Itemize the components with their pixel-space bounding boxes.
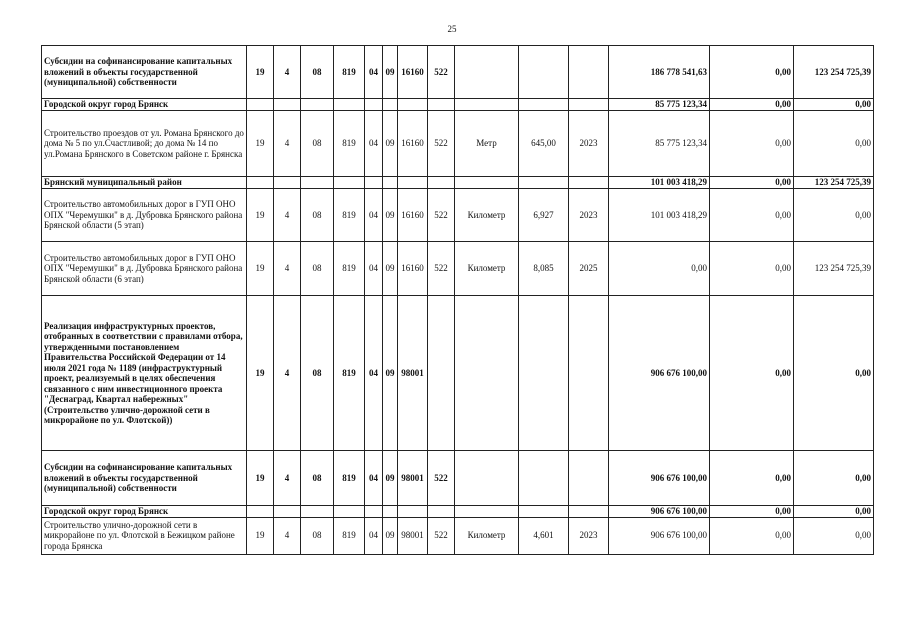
om-cell: 08	[301, 242, 334, 296]
capacity-cell: 4,601	[519, 517, 569, 554]
sum1-cell: 85 775 123,34	[609, 99, 710, 111]
gp-cell: 19	[247, 242, 274, 296]
pr-cell: 09	[383, 517, 398, 554]
table-row	[42, 46, 874, 99]
table-row	[42, 451, 874, 506]
vr-cell	[428, 296, 455, 451]
pr-cell	[383, 506, 398, 518]
sum3-cell: 123 254 725,39	[794, 46, 874, 99]
row-name: Брянский муниципальный район	[42, 177, 247, 189]
gp-cell	[247, 506, 274, 518]
capacity-cell	[519, 506, 569, 518]
pp-cell	[274, 177, 301, 189]
cs-cell	[398, 506, 428, 518]
pp-cell: 4	[274, 296, 301, 451]
row-name: Субсидии на софинансирование капитальных вложений в объекты государственной (муниципальной) собственности	[42, 46, 247, 99]
cs-cell	[398, 177, 428, 189]
table-row	[42, 296, 874, 451]
cs-cell: 16160	[398, 46, 428, 99]
gr-cell: 819	[334, 189, 365, 242]
unit-cell	[455, 296, 519, 451]
sum2-cell: 0,00	[710, 242, 794, 296]
sum3-cell: 0,00	[794, 99, 874, 111]
unit-cell	[455, 46, 519, 99]
table-row	[42, 506, 874, 518]
om-cell: 08	[301, 296, 334, 451]
cs-cell: 98001	[398, 451, 428, 506]
year-cell	[569, 451, 609, 506]
rz-cell	[365, 99, 383, 111]
gr-cell: 819	[334, 451, 365, 506]
sum3-cell: 0,00	[794, 296, 874, 451]
unit-cell	[455, 506, 519, 518]
cs-cell: 98001	[398, 517, 428, 554]
year-cell	[569, 506, 609, 518]
unit-cell: Метр	[455, 111, 519, 177]
om-cell	[301, 177, 334, 189]
om-cell: 08	[301, 517, 334, 554]
year-cell	[569, 177, 609, 189]
pr-cell: 09	[383, 111, 398, 177]
year-cell: 2023	[569, 189, 609, 242]
vr-cell: 522	[428, 242, 455, 296]
vr-cell: 522	[428, 451, 455, 506]
unit-cell: Километр	[455, 242, 519, 296]
sum1-cell: 186 778 541,63	[609, 46, 710, 99]
cs-cell: 16160	[398, 242, 428, 296]
vr-cell	[428, 177, 455, 189]
gr-cell	[334, 99, 365, 111]
om-cell: 08	[301, 111, 334, 177]
gr-cell	[334, 177, 365, 189]
vr-cell	[428, 99, 455, 111]
row-name: Строительство улично-дорожной сети в микрорайоне по ул. Флотской в Бежицком районе города Брянска	[42, 517, 247, 554]
sum1-cell: 85 775 123,34	[609, 111, 710, 177]
table-row	[42, 177, 874, 189]
om-cell	[301, 99, 334, 111]
capacity-cell	[519, 451, 569, 506]
table-row	[42, 242, 874, 296]
sum2-cell: 0,00	[710, 517, 794, 554]
vr-cell: 522	[428, 111, 455, 177]
sum1-cell: 906 676 100,00	[609, 296, 710, 451]
vr-cell: 522	[428, 189, 455, 242]
sum3-cell: 123 254 725,39	[794, 177, 874, 189]
sum3-cell: 0,00	[794, 451, 874, 506]
pp-cell: 4	[274, 111, 301, 177]
row-name: Реализация инфраструктурных проектов, отобранных в соответствии с правилами отбора, утвержденными постановлением Правительства Российской Федерации от 14 июля 2021 года № 1189 (инфраструктурный проект, реализуемый в целях обеспечения связанного с ним инвестиционного проекта "Деснаград, Квартал набережных" (Строительство улично-дорожной сети в микрорайоне по ул. Флотской))	[42, 296, 247, 451]
om-cell: 08	[301, 189, 334, 242]
pp-cell	[274, 506, 301, 518]
capacity-cell: 8,085	[519, 242, 569, 296]
row-name: Строительство автомобильных дорог в ГУП ОНО ОПХ "Черемушки" в д. Дубровка Брянского района Брянской области (5 этап)	[42, 189, 247, 242]
capacity-cell: 6,927	[519, 189, 569, 242]
pp-cell: 4	[274, 189, 301, 242]
sum3-cell: 0,00	[794, 506, 874, 518]
sum2-cell: 0,00	[710, 46, 794, 99]
sum2-cell: 0,00	[710, 189, 794, 242]
pr-cell: 09	[383, 189, 398, 242]
gr-cell: 819	[334, 46, 365, 99]
capacity-cell	[519, 46, 569, 99]
year-cell: 2023	[569, 111, 609, 177]
row-name: Городской округ город Брянск	[42, 99, 247, 111]
rz-cell: 04	[365, 111, 383, 177]
om-cell	[301, 506, 334, 518]
pr-cell: 09	[383, 451, 398, 506]
gr-cell: 819	[334, 242, 365, 296]
row-name: Строительство автомобильных дорог в ГУП ОНО ОПХ "Черемушки" в д. Дубровка Брянского района Брянской области (6 этап)	[42, 242, 247, 296]
budget-table	[41, 45, 874, 555]
year-cell	[569, 99, 609, 111]
pr-cell	[383, 99, 398, 111]
gp-cell	[247, 99, 274, 111]
unit-cell: Километр	[455, 189, 519, 242]
pr-cell: 09	[383, 242, 398, 296]
sum2-cell: 0,00	[710, 506, 794, 518]
sum2-cell: 0,00	[710, 177, 794, 189]
unit-cell: Километр	[455, 517, 519, 554]
cs-cell: 98001	[398, 296, 428, 451]
gr-cell: 819	[334, 111, 365, 177]
sum1-cell: 906 676 100,00	[609, 506, 710, 518]
sum3-cell: 123 254 725,39	[794, 242, 874, 296]
sum1-cell: 0,00	[609, 242, 710, 296]
sum1-cell: 906 676 100,00	[609, 517, 710, 554]
unit-cell	[455, 177, 519, 189]
year-cell: 2023	[569, 517, 609, 554]
sum2-cell: 0,00	[710, 99, 794, 111]
sum3-cell: 0,00	[794, 189, 874, 242]
gp-cell: 19	[247, 451, 274, 506]
vr-cell: 522	[428, 517, 455, 554]
unit-cell	[455, 451, 519, 506]
rz-cell: 04	[365, 242, 383, 296]
gr-cell: 819	[334, 296, 365, 451]
table-row	[42, 111, 874, 177]
cs-cell: 16160	[398, 189, 428, 242]
pp-cell: 4	[274, 451, 301, 506]
pp-cell	[274, 99, 301, 111]
rz-cell	[365, 177, 383, 189]
cs-cell	[398, 99, 428, 111]
pp-cell: 4	[274, 517, 301, 554]
gr-cell: 819	[334, 517, 365, 554]
table-row	[42, 99, 874, 111]
capacity-cell	[519, 99, 569, 111]
capacity-cell: 645,00	[519, 111, 569, 177]
rz-cell: 04	[365, 189, 383, 242]
cs-cell: 16160	[398, 111, 428, 177]
rz-cell: 04	[365, 296, 383, 451]
year-cell: 2025	[569, 242, 609, 296]
row-name: Субсидии на софинансирование капитальных вложений в объекты государственной (муниципальной) собственности	[42, 451, 247, 506]
unit-cell	[455, 99, 519, 111]
rz-cell: 04	[365, 46, 383, 99]
sum2-cell: 0,00	[710, 451, 794, 506]
sum1-cell: 101 003 418,29	[609, 177, 710, 189]
pr-cell	[383, 177, 398, 189]
capacity-cell	[519, 177, 569, 189]
gp-cell	[247, 177, 274, 189]
pp-cell: 4	[274, 46, 301, 99]
sum1-cell: 906 676 100,00	[609, 451, 710, 506]
om-cell: 08	[301, 451, 334, 506]
gp-cell: 19	[247, 111, 274, 177]
capacity-cell	[519, 296, 569, 451]
sum2-cell: 0,00	[710, 296, 794, 451]
om-cell: 08	[301, 46, 334, 99]
table-row	[42, 517, 874, 554]
sum1-cell: 101 003 418,29	[609, 189, 710, 242]
gp-cell: 19	[247, 189, 274, 242]
sum3-cell: 0,00	[794, 517, 874, 554]
rz-cell	[365, 506, 383, 518]
row-name: Строительство проездов от ул. Романа Брянского до дома № 5 по ул.Счастливой; до дома № 14 по ул.Романа Брянского в Советском районе г. Брянска	[42, 111, 247, 177]
gr-cell	[334, 506, 365, 518]
rz-cell: 04	[365, 451, 383, 506]
year-cell	[569, 296, 609, 451]
gp-cell: 19	[247, 46, 274, 99]
pr-cell: 09	[383, 296, 398, 451]
gp-cell: 19	[247, 517, 274, 554]
gp-cell: 19	[247, 296, 274, 451]
vr-cell	[428, 506, 455, 518]
vr-cell: 522	[428, 46, 455, 99]
page-number: 25	[447, 24, 457, 34]
table-row	[42, 189, 874, 242]
pp-cell: 4	[274, 242, 301, 296]
year-cell	[569, 46, 609, 99]
pr-cell: 09	[383, 46, 398, 99]
sum3-cell: 0,00	[794, 111, 874, 177]
rz-cell: 04	[365, 517, 383, 554]
sum2-cell: 0,00	[710, 111, 794, 177]
row-name: Городской округ город Брянск	[42, 506, 247, 518]
